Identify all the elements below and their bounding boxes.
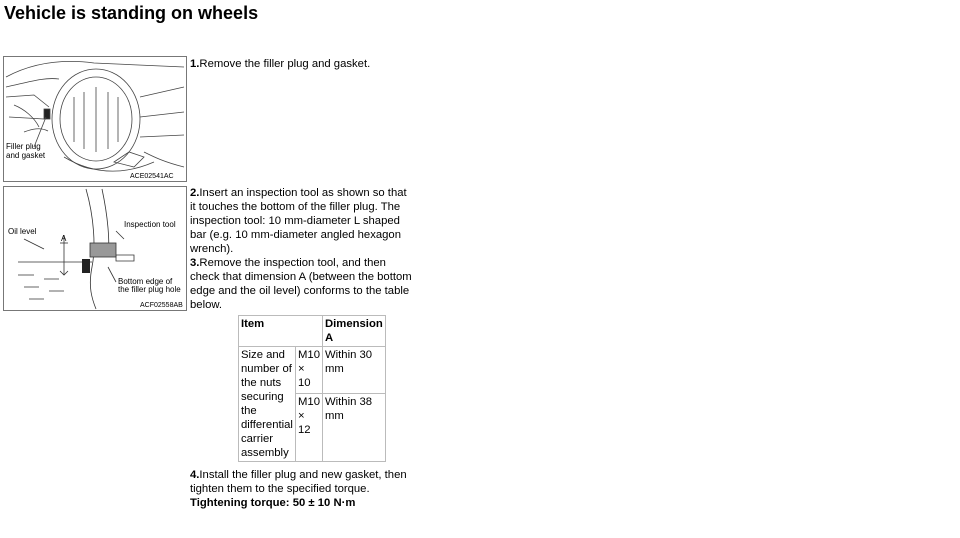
- dimension-cell: Within 30 mm: [323, 347, 386, 394]
- dimension-table: [238, 315, 386, 462]
- tightening-torque: Tightening torque: 50 ± 10 N·m: [190, 497, 356, 509]
- step-3-text: Remove the inspection tool, and then check that dimension A (between the bottom edge and the oil level) conforms to the table below.: [190, 257, 412, 311]
- label-oil-level: Oil level: [8, 227, 37, 236]
- step-4: [190, 468, 420, 510]
- label-filler-plug-hole: the filler plug hole: [118, 285, 181, 294]
- page-title: Vehicle is standing on wheels: [4, 3, 259, 23]
- step-3: [190, 256, 415, 312]
- header-dimension: Dimension A: [323, 316, 386, 347]
- table-header-row: [239, 316, 386, 347]
- step-4-number: 4.: [190, 469, 200, 481]
- step-2-text: Insert an inspection tool as shown so that it touches the bottom of the filler plug. The inspection tool: 10 mm-diameter L shaped bar (e.g. 10 mm-diameter angled hexagon wrench).: [190, 187, 407, 255]
- label-bottom-edge: Bottom edge of: [118, 277, 173, 286]
- label-dimension-a: A: [61, 234, 67, 243]
- filler-plug-illustration: [4, 57, 186, 181]
- step-2: [190, 186, 415, 256]
- label-and-gasket: and gasket: [6, 151, 46, 160]
- header-item: Item: [239, 316, 323, 347]
- step-1-text: Remove the filler plug and gasket.: [199, 58, 371, 70]
- figure1-code: ACE02541AC: [130, 173, 174, 180]
- label-inspection-tool: Inspection tool: [124, 220, 176, 229]
- size-cell: M10 × 12: [296, 394, 323, 462]
- inspection-tool-illustration: [4, 187, 186, 310]
- step-1: [190, 57, 400, 71]
- dimension-cell: Within 38 mm: [323, 394, 386, 462]
- steps-2-3: [190, 186, 415, 312]
- label-filler-plug: Filler plug: [6, 142, 41, 151]
- size-cell: M10 × 10: [296, 347, 323, 394]
- step-1-number: 1.: [190, 58, 200, 70]
- step-3-number: 3.: [190, 257, 200, 269]
- figure-filler-plug: [3, 56, 187, 182]
- step-2-number: 2.: [190, 187, 200, 199]
- figure-inspection-tool: [3, 186, 187, 311]
- figure2-code: ACF02558AB: [140, 302, 183, 309]
- step-4-text: Install the filler plug and new gasket, then tighten them to the specified torque.: [190, 469, 407, 495]
- table-row: [239, 347, 386, 394]
- row-label: Size and number of the nuts securing the differential carrier assembly: [239, 347, 296, 462]
